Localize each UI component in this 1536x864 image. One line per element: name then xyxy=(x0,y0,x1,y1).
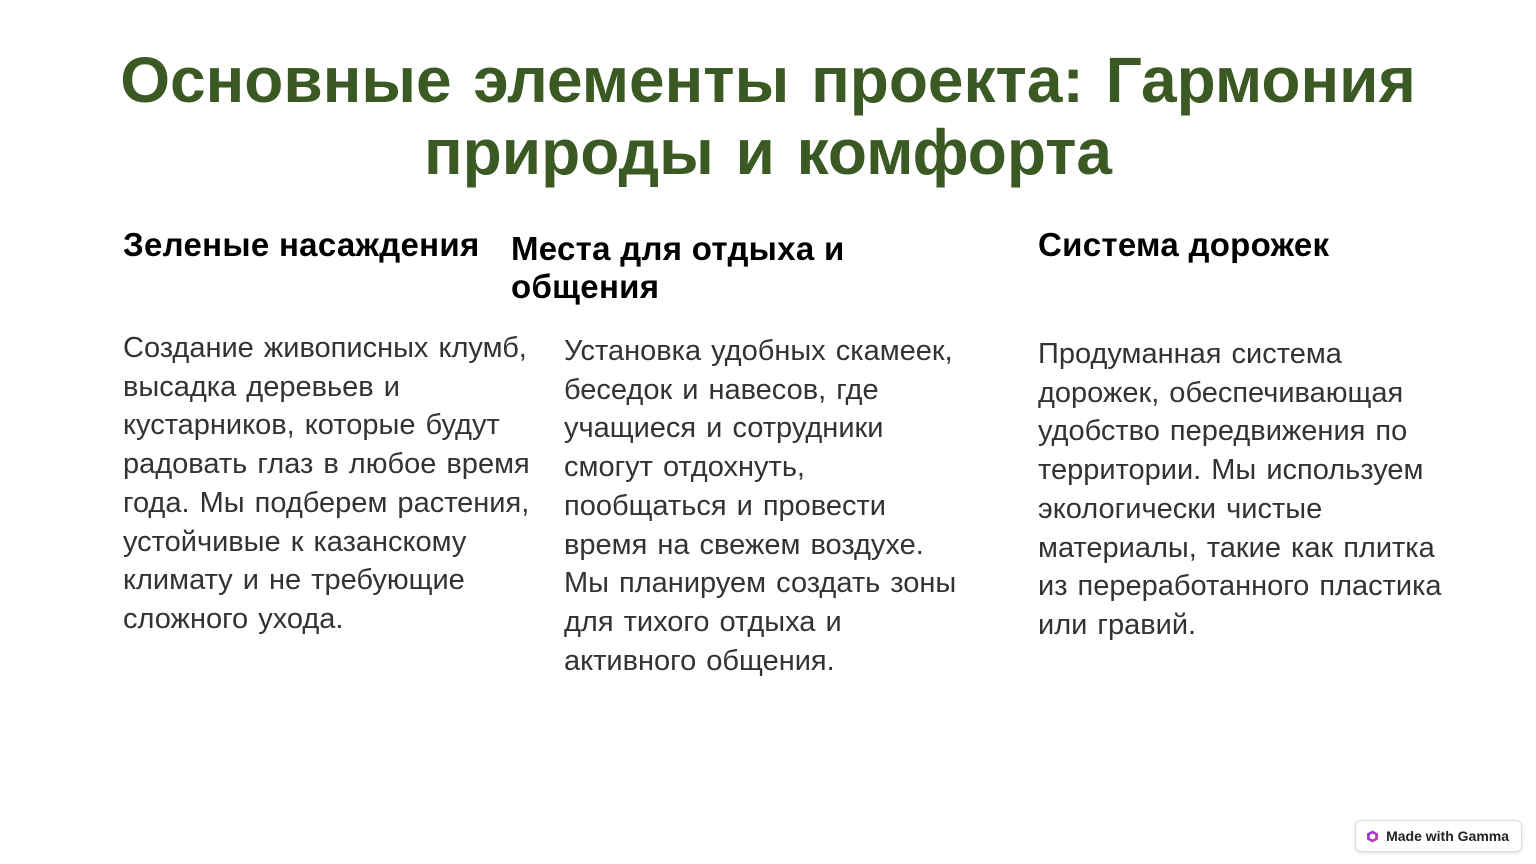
slide-title: Основные элементы проекта: Гармония природы и комфорта xyxy=(120,44,1416,188)
gamma-logo-icon xyxy=(1366,830,1379,843)
made-with-gamma-badge[interactable] xyxy=(1355,820,1522,852)
column-heading-path-system: Система дорожек xyxy=(1038,226,1330,263)
column-heading-green-plantings: Зеленые насаждения xyxy=(123,226,480,263)
badge-label: Made with Gamma xyxy=(1386,828,1509,844)
column-text-rest-areas: Установка удобных скамеек, беседок и навесов, где учащиеся и сотрудники смогут отдохнуть, пообщаться и провести время на свежем воздухе. Мы планируем создать зоны для тихого отдыха и активного общения. xyxy=(564,335,957,677)
column-heading-rest-areas: Места для отдыха и общения xyxy=(511,230,845,305)
column-text-path-system: Продуманная система дорожек, обеспечивающая удобство передвижения по территории. Мы используем экологически чистые материалы, такие как плитка из переработанного пластика или гравий. xyxy=(1038,338,1442,641)
column-text-green-plantings: Создание живописных клумб, высадка деревьев и кустарников, которые будут радовать глаз в любое время года. Мы подберем растения, устойчивые к казанскому климату и не требующие сложного ухода. xyxy=(123,332,530,635)
